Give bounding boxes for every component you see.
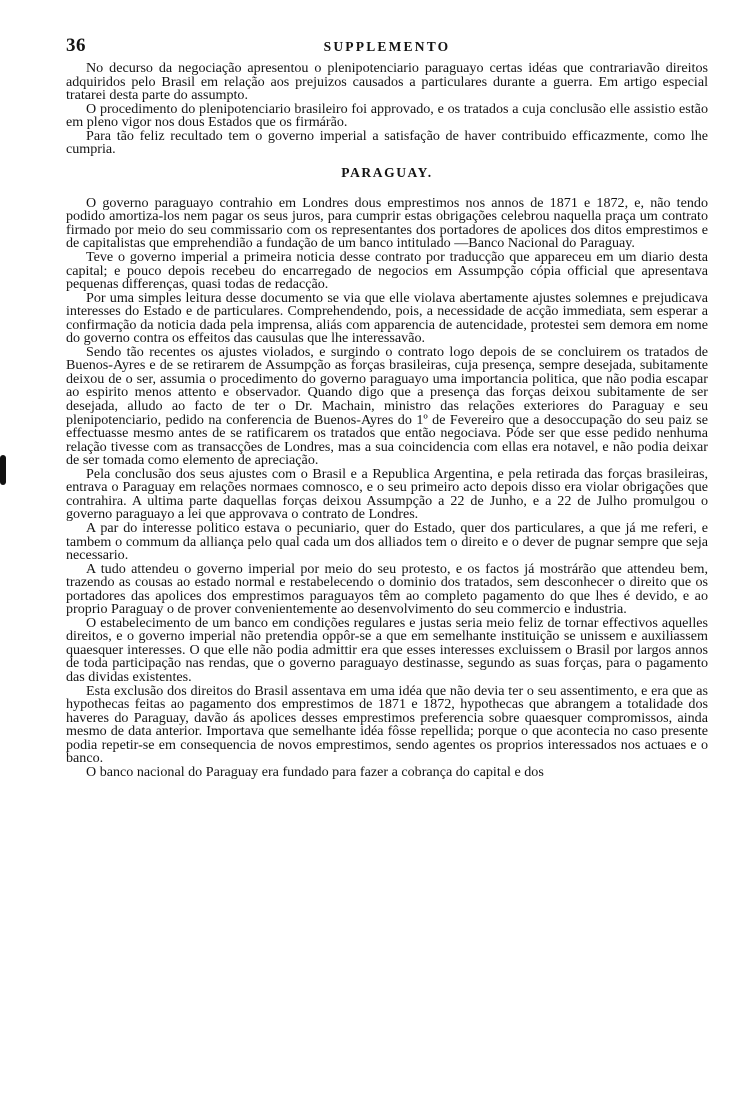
margin-ink-mark [0, 455, 6, 485]
paragraph: Pela conclusão dos seus ajustes com o Brasil e a Republica Argentina, e pela retirada das forças brasileiras, entrava o Paraguay em relações normaes comnosco, e o seu primeiro acto depois disso era violar obrigações que contrahira. A ultima parte daquellas forças deixou Assumpção a 22 de Junho, e a 22 de Julho promulgou o governo paraguayo a lei que approvava o contrato de Londres. [66, 465, 708, 523]
paragraph: No decurso da negociação apresentou o plenipotenciario paraguayo certas idéas que contrariavão direitos adquiridos pelo Brasil em relação aos prejuizos causados a particulares durante a guerra. Em artigo especial tratarei desta parte do assumpto. [66, 60, 708, 104]
page-number: 36 [66, 35, 86, 56]
paragraph: Sendo tão recentes os ajustes violados, e surgindo o contrato logo depois de se concluirem os tratados de Buenos-Ayres e de se retirarem de Assumpção as forças brasileiras, cuja presença, sempre desejada, subitamente deixou de o ser, assumia o procedimento do governo paraguayo uma importancia politica, que não podia escapar ao espirito menos attento e observador. Quando digo que a presença das forças deixou subitamente de ser desejada, alludo ao facto de ter o Dr. Machain, ministro das relações exteriores do Paraguay e seu plenipotenciario, pedido na conferencia de Buenos-Ayres do 1º de Fevereiro que a desoccupação do seu paiz se effectuasse mesmo antes de se ratificarem os tratados que então negociava. Póde ser que esse pedido nenhuma relação tivesse com as transacções de Londres, mas a sua coincidencia com ellas era notavel, e não podia deixar de ser tomada como elemento de apreciação. [66, 343, 708, 469]
paragraph: Para tão feliz recultado tem o governo imperial a satisfação de haver contribuido efficazmente, como lhe cumpria. [66, 127, 708, 158]
paragraph: O estabelecimento de um banco em condições regulares e justas seria meio feliz de tornar effectivos aquelles direitos, e o governo imperial não pretendia oppôr-se a que em semelhante instituição se unissem e auxiliassem quaesquer interesses. O que elle não podia admittir era que esses interesses excluissem o Brasil por largos annos de toda participação nas rendas, que o governo paraguayo destinasse, segundo as suas forças, para o pagamento das dividas existentes. [66, 614, 708, 685]
section-body [66, 194, 708, 780]
paragraph: A tudo attendeu o governo imperial por meio do seu protesto, e os factos já mostrárão que attendeu bem, trazendo as cousas ao estado normal e restabelecendo o dominio dos tratados, sem desconhecer o direito que os portadores das apolices dos emprestimos paraguayos têm ao completo pagamento do que lhes é devido, e ao proprio Paraguay o de prover convenientemente ao desenvolvimento do seu commercio e industria. [66, 560, 708, 618]
intro-section [66, 62, 708, 157]
paragraph: Esta exclusão dos direitos do Brasil assentava em uma idéa que não devia ter o seu assentimento, e era que as hypothecas feitas ao pagamento dos emprestimos de 1871 e 1872, hypothecas que abrangem a totalidade dos haveres do Paraguay, davão ás apolices desses emprestimos preferencia sobre quaesquer compromissos, ainda mesmo de data anterior. Importava que semelhante idéa fôsse repellida; porque o que acontecia no caso presente podia repetir-se em consequencia de novos emprestimos, sendo agentes os proprios interessados nos actuaes e o banco. [66, 682, 708, 767]
page-header [66, 36, 708, 58]
paragraph: Por uma simples leitura desse documento se via que elle violava abertamente ajustes solemnes e prejudicava interesses do Estado e de particulares. Comprehendendo, pois, a necessidade de acção immediata, sem esperar a confirmação da noticia dada pela imprensa, aliás com apparencia de autencidade, protestei sem demora em nome do governo contra os effeitos das causulas que lhe interessavão. [66, 289, 708, 347]
paragraph: O governo paraguayo contrahio em Londres dous emprestimos nos annos de 1871 e 1872, e, não tendo podido amortiza-los nem pagar os seus juros, para cumprir estas obrigações celebrou naquella praça um contrato firmado por meio do seu commissario com os representantes dos portadores de apolices dos ditos emprestimos e de capitalistas que emprehendião a fundação de um banco intitulado —Banco Nacional do Paraguay. [66, 194, 708, 252]
page [66, 36, 708, 779]
section-title: PARAGUAY. [341, 164, 433, 180]
paragraph: O procedimento do plenipotenciario brasileiro foi approvado, e os tratados a cuja conclusão elle assistio estão em pleno vigor nos dous Estados que os firmárão. [66, 100, 708, 131]
paragraph: O banco nacional do Paraguay era fundado para fazer a cobrança do capital e dos [86, 763, 544, 780]
paragraph: Teve o governo imperial a primeira noticia desse contrato por traducção que appareceu em um diario desta capital; e pouco depois recebeu do encarregado de negocios em Assumpção cópia official que apresentava pequenas differenças, quasi todas de redacção. [66, 249, 708, 293]
running-head: SUPPLEMENTO [323, 39, 451, 54]
paragraph: A par do interesse politico estava o pecuniario, quer do Estado, quer dos particulares, a que já me referi, e tambem o commum da alliança pelo qual cada um dos alliados tem o direito e o dever de pugnar sempre que seja necessario. [66, 519, 708, 564]
